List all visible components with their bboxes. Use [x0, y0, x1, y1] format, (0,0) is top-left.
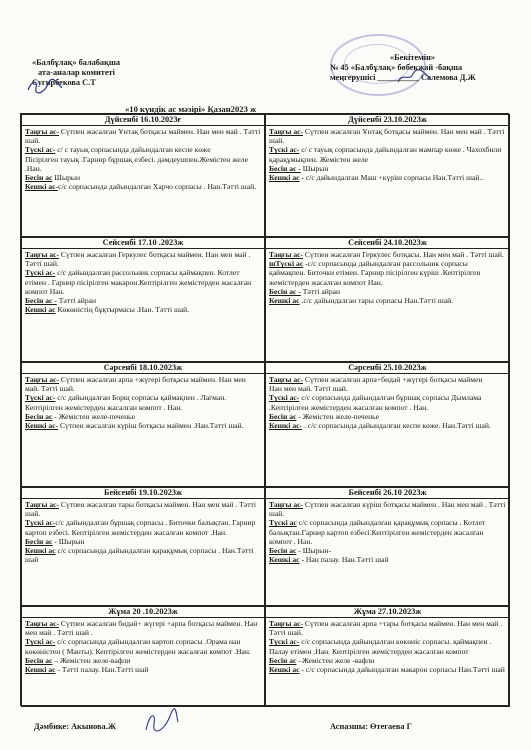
meal-text: - Шырын-	[296, 546, 331, 556]
signature-right-icon	[395, 68, 435, 86]
meal-label: Түскі ас	[269, 518, 297, 528]
meal-label: Түскі ас-	[25, 637, 56, 647]
footer-left: Дәмбике: Акынова.Ж	[34, 722, 116, 731]
meal-text: - Шырын	[52, 536, 85, 546]
meal-text: Шырын	[52, 173, 81, 183]
meal-text: - Жемістен желе-печенье	[296, 411, 379, 421]
meal-text: .с/с дайындалған тары сорпасы Нан.Тәтті шай.	[299, 296, 454, 306]
day-cell	[265, 606, 510, 707]
day-cell	[21, 606, 265, 707]
meal-text: - с/с сорпасында дайындалған макарон сорпасы Нан.Тәтті шай	[299, 665, 505, 675]
meal-label: Кешкі ас	[25, 665, 56, 675]
day-heading: Дүйсенбі 23.10.2023ж	[266, 115, 509, 126]
meal-row	[269, 500, 506, 518]
meal-row	[269, 555, 506, 564]
meal-row	[25, 375, 261, 393]
meal-row	[25, 537, 261, 546]
meal-label: Бесін ас -	[25, 296, 57, 306]
meal-row	[25, 182, 261, 191]
day-heading: Сәрсенбі 18.10.2023ж	[22, 363, 264, 374]
meal-row	[269, 164, 506, 173]
meal-label: Таңғы ас-	[269, 375, 304, 384]
meal-row	[269, 375, 506, 384]
meal-row	[269, 619, 506, 637]
meal-text: с/с сорпасында дайындалған бұршақ сорпасы Дымлама .Кептірілген жемістерден жасалған компот . Нан.	[269, 393, 482, 412]
meal-text: Сүтпен жасалған Геркулес ботқасы. Нан мен май . Тәтті шай.	[303, 250, 504, 259]
meal-text: с/с дайындалған Борщ сорпасы қаймақпен . Лагман. Кептірілген жемістерден жасалған компот . Нан.	[25, 393, 227, 412]
meal-row	[25, 173, 261, 182]
meal-text: с/с дайындалған бұршақ сорпасы . Биточки балықтан. Гарнир картоп езбесі. Кептірілген жемістерден жасалған компот .Нан.	[25, 518, 256, 537]
meal-text: Сүтпен жасалған арпа +жүгері ботқасы маймен. Нан мен май. Тәтті шай.	[25, 375, 246, 394]
meal-label: Таңғы ас-	[269, 127, 304, 136]
day-cell	[21, 114, 265, 237]
meal-label: Кешкі ас-	[269, 421, 303, 431]
meal-label: Бесін ас	[25, 173, 53, 183]
meal-text: Сүтпен жасалған күріш ботқасы маймен .Нан.Тәтті шай.	[58, 421, 244, 431]
meal-row	[269, 637, 506, 655]
meal-label: Таңғы ас-	[269, 619, 304, 628]
meal-row	[25, 421, 261, 430]
meal-text: с/с сорпасында дайындалған Харчо сорпасы . Нан.Тәтті шай.	[58, 182, 257, 192]
meal-text: с/с дайындалған рассольник сорпасы қаймақпен. Котлет етімен . Гарнир пісірілген макарон.Кептірілген жемістерден жасалған компот Нан.	[25, 268, 252, 296]
header-right-line2: № 45 «Балбұлақ» бөбекжай -бақша	[330, 63, 463, 72]
meal-label: Кешкі ас	[269, 173, 300, 183]
meal-text: Сүтпен жасалған арпа +тары ботқасы маймен. Нан мен май . Тәтті шай.	[269, 619, 503, 638]
meal-label: Таңғы ас-	[269, 250, 304, 259]
meal-row	[25, 127, 261, 145]
meal-row	[25, 518, 261, 536]
meal-label: Бесін ас -	[269, 163, 301, 173]
meal-row	[25, 656, 261, 665]
meal-label: Кешкі ас-	[25, 421, 59, 431]
day-cell	[265, 114, 510, 237]
meal-row	[25, 393, 261, 411]
meal-text: Шырын	[300, 163, 329, 173]
meal-label: Таңғы ас-	[25, 500, 60, 509]
meal-label: Кешкі ас-	[25, 182, 59, 192]
meal-text: Нан мен май. Тәтті шай.	[269, 384, 348, 394]
header-right-line1: «Бекітемін»	[390, 53, 436, 62]
day-cell	[265, 362, 510, 487]
day-cell	[265, 237, 510, 362]
signature-footer-icon	[140, 708, 180, 734]
meal-row	[25, 500, 261, 518]
meal-label: Түскі ас-	[269, 393, 300, 403]
meal-text: с/с сорпасында дайындалған картоп сорпасы .Орама нан көкөністен ( Манты). Кептірілген жемістерден жасалған компот .Нан.	[25, 637, 251, 656]
day-heading: Бейсенбі 19.10.2023ж	[22, 488, 264, 499]
meal-text: Тәтті айран	[300, 286, 341, 296]
header-right-line3: меңгерушісі __________ Салемова Д.Ж	[330, 73, 476, 82]
meal-label: Бесін ас	[25, 411, 53, 421]
meal-label: Бесін ас	[25, 536, 53, 546]
day-heading: Сейсенбі 24.10.2023ж	[266, 238, 509, 249]
meal-row	[25, 637, 261, 655]
meal-row	[25, 665, 261, 674]
signature-left-icon	[26, 78, 66, 96]
meal-row	[269, 287, 506, 296]
meal-label: Кешкі ас	[269, 665, 300, 675]
day-cell	[21, 237, 265, 362]
header-left-line2: ата-аналар комитеті	[38, 68, 115, 77]
meal-row	[269, 518, 506, 546]
meal-label: Түскі ас-	[25, 393, 56, 403]
day-cell	[265, 487, 510, 606]
meal-label: Таңғы ас-	[269, 500, 304, 509]
meal-row	[269, 250, 506, 259]
meal-text: Тәтті айран	[56, 296, 97, 306]
meal-text: - с/с дайындалған Маш +күріш сорпасы Нан.Тәтті шай..	[299, 173, 484, 183]
meal-label: Таңғы ас-	[25, 127, 60, 136]
meal-label: Бесін ас	[25, 655, 53, 665]
meal-row	[25, 155, 261, 173]
meal-text: с/ с тауық сорпасында дайындалған кеспе көже	[55, 145, 211, 155]
meal-row	[25, 296, 261, 305]
meal-text: Сүтпен жасалған күріш ботқасы маймен . Нан мен май . Тәтті шай.	[269, 500, 506, 519]
meal-row	[269, 145, 506, 163]
meal-label: шТүскі ас	[269, 259, 304, 269]
header-left-line3: Сугирбекова С.Т	[32, 78, 96, 87]
meal-row	[25, 412, 261, 421]
meal-row	[269, 665, 506, 674]
day-heading: Бейсенбі 26.10 2023ж	[266, 488, 509, 499]
meal-text: Сүтпен жасалған Геркулес ботқасы маймен. Нан мен май . Тәтті шай.	[25, 250, 251, 269]
meal-label: Бесін ас	[269, 655, 297, 665]
day-cell	[21, 362, 265, 487]
meal-label: Түскі ас-	[25, 268, 56, 278]
meal-text: Сүтпен жасалған бидай+ жүгері +арпа ботқасы маймен. Нан мен май . Тәтті шай .	[25, 619, 258, 638]
day-heading: Жұма 20 .10.2023ж	[22, 607, 264, 618]
meal-text: - Нан палау. Нан.Тәтті шай	[299, 555, 389, 565]
meal-label: Таңғы ас-	[25, 375, 60, 384]
meal-row	[269, 393, 506, 411]
meal-row	[25, 145, 261, 154]
menu-grid	[20, 113, 509, 706]
meal-row	[269, 127, 506, 145]
meal-row	[269, 656, 506, 665]
meal-row	[269, 421, 506, 430]
meal-row	[25, 546, 261, 564]
menu-title: «10 күндік ас мәзірі» Қазан2023 ж	[125, 104, 257, 114]
meal-text: Сүтпен жасалған арпа+бидай +жүгері ботқасы маймен	[303, 375, 483, 384]
meal-text: с/с сорпасында дайындалған қарақұмық сорпасы . Нан.Тәтті шай	[25, 546, 254, 565]
meal-label: Таңғы ас-	[25, 250, 60, 259]
meal-label: Таңғы ас-	[25, 619, 60, 628]
day-cell	[21, 487, 265, 606]
meal-label: Кешкі ас	[25, 305, 56, 315]
header-left-line1: «Балбұлақ» балабақша	[32, 58, 121, 67]
meal-label: Түскі ас-	[269, 145, 300, 155]
footer-right: Аспазшы: Өтегаева Г	[330, 722, 412, 731]
meal-label: Бесін ас -	[269, 286, 301, 296]
meal-row	[269, 296, 506, 305]
meal-text: с/ с тауық сорпасында дайындалған мампар көже . Чахохбили қарақұмықпен. Жемістен желе	[269, 145, 502, 164]
meal-row	[25, 250, 261, 268]
meal-text: с/с сорпасында дайындалған қарақұмық сорпасы . Котлет балықтан.Гарнир картоп езбесі.Кептірілген жемістерден жасалған компот . Нан.	[269, 518, 486, 546]
meal-label: Түскі ас-	[25, 518, 56, 528]
meal-text: –Жемістен желе -вафли	[296, 655, 375, 665]
meal-label: Бесін ас	[269, 546, 297, 556]
meal-label: Кешкі ас	[269, 555, 300, 565]
meal-text: - Жемістен желе-печенье	[52, 411, 135, 421]
meal-row	[269, 173, 506, 182]
meal-row	[269, 546, 506, 555]
meal-text: -с/с сорпасында дайындалған рассольник сорпасы қаймақпен. Биточки етімен. Гарнир пісірілген күріш .Кептірілген жемістерден жасалған компот Нан.	[269, 259, 481, 287]
meal-text: - Тәтті палау. Нан.Тәтті шай	[55, 665, 149, 675]
day-heading: Дүйсенбі 16.10.2023ғ	[22, 115, 264, 126]
meal-label: Түскі ас-	[269, 637, 300, 647]
meal-text: Көкөністің бұқтырмасы .Нан. Тәтті шай.	[55, 305, 190, 315]
meal-text: с/с сорпасында дайындалған көкөніс сорпасы. қаймақпен . Палау етімен .Нан. Кептірілген жемістерден жасалған компот	[269, 637, 492, 656]
day-heading: Жұма 27.10.2023ж	[266, 607, 509, 618]
meal-text: Пісірілген тауық .Гарнир бұршақ езбесі. дәмдеушпен.Жемістен желе .Нан.	[25, 154, 248, 173]
meal-row	[25, 619, 261, 637]
meal-label: Кешкі ас	[269, 296, 300, 306]
day-heading: Сәрсенбі 25.10.2023ж	[266, 363, 509, 374]
meal-label: Бесін ас	[269, 411, 297, 421]
meal-label: Түскі ас-	[25, 145, 56, 155]
meal-text: Сүтпен жасалған Ұнтақ ботқасы маймен. Нан мен май . Тәтті шай.	[25, 127, 261, 146]
meal-row	[25, 305, 261, 314]
meal-text: . с/с сорпасында дайындалған кеспе көже. Нан.Тәтті шай.	[302, 421, 491, 431]
meal-row	[25, 268, 261, 296]
day-heading: Сейсенбі 17.10 .2023ж	[22, 238, 264, 249]
meal-row	[269, 412, 506, 421]
meal-row	[269, 384, 506, 393]
meal-label: Кешкі ас	[25, 546, 56, 556]
meal-text: Сүтпен жасалған Ұнтақ ботқасы маймен. Нан мен май . Тәтті шай.	[269, 127, 505, 146]
meal-text: – Жемістен желе-вафли	[52, 655, 131, 665]
meal-text: Сүтпен жасалған тары ботқасы маймен. Нан мен май . Тәтті шай.	[25, 500, 256, 519]
meal-row	[269, 259, 506, 287]
